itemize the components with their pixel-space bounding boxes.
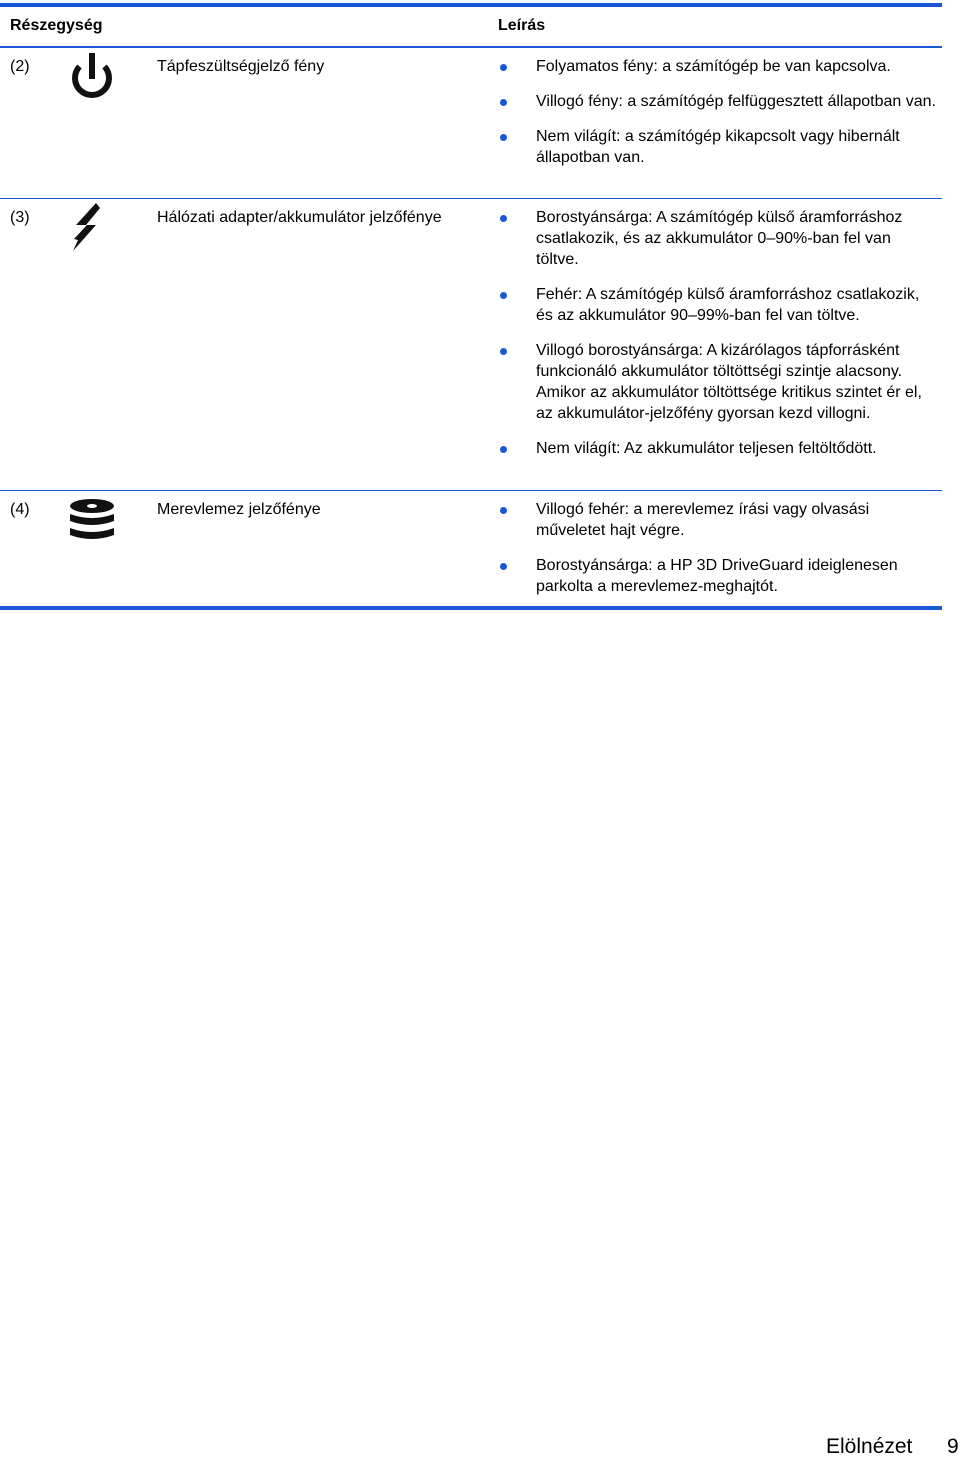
list-item-text: Nem világít: a számítógép kikapcsolt vagy hibernált állapotban van. bbox=[536, 128, 900, 166]
description-list bbox=[496, 499, 936, 611]
list-item-text: Fehér: A számítógép külső áramforráshoz csatlakozik, és az akkumulátor 90–99%-ban fel van töltve. bbox=[536, 286, 920, 324]
bullet-icon bbox=[500, 215, 507, 222]
row-divider bbox=[0, 490, 942, 491]
table-top-rule bbox=[0, 3, 942, 7]
hard-drive-icon bbox=[62, 491, 122, 551]
list-item bbox=[496, 207, 936, 270]
list-item-text: Borostyánsárga: A számítógép külső áramforráshoz csatlakozik, és az akkumulátor 0–90%-ban fel van töltve. bbox=[536, 209, 903, 268]
list-item bbox=[496, 56, 936, 77]
list-item-text: Nem világít: Az akkumulátor teljesen feltöltődött. bbox=[536, 440, 877, 457]
list-item-text: Villogó fény: a számítógép felfüggesztett állapotban van. bbox=[536, 93, 936, 110]
description-list bbox=[496, 207, 936, 473]
ac-adapter-battery-icon bbox=[62, 199, 122, 259]
row-number: (3) bbox=[10, 209, 30, 226]
power-icon bbox=[62, 48, 122, 108]
component-name: Hálózati adapter/akkumulátor jelzőfénye bbox=[157, 209, 442, 226]
description-list bbox=[496, 56, 936, 182]
row-divider bbox=[0, 198, 942, 199]
header-component: Részegység bbox=[10, 17, 103, 34]
table-bottom-rule bbox=[0, 606, 942, 610]
list-item-text: Villogó fehér: a merevlemez írási vagy olvasási műveletet hajt végre. bbox=[536, 501, 870, 539]
list-item-text: Borostyánsárga: a HP 3D DriveGuard ideiglenesen parkolta a merevlemez-meghajtót. bbox=[536, 557, 898, 595]
bullet-icon bbox=[500, 64, 507, 71]
component-name: Tápfeszültségjelző fény bbox=[157, 58, 325, 75]
bullet-icon bbox=[500, 348, 507, 355]
bullet-icon bbox=[500, 446, 507, 453]
list-item bbox=[496, 438, 936, 459]
list-item bbox=[496, 340, 936, 424]
list-item bbox=[496, 126, 936, 168]
page-number: 9 bbox=[947, 1435, 959, 1458]
header-description: Leírás bbox=[498, 17, 546, 34]
row-number: (4) bbox=[10, 501, 30, 518]
bullet-icon bbox=[500, 563, 507, 570]
list-item bbox=[496, 555, 936, 597]
bullet-icon bbox=[500, 99, 507, 106]
list-item-text: Villogó borostyánsárga: A kizárólagos tápforrásként funkcionáló akkumulátor töltöttségi szintje alacsony. Amikor az akkumulátor töltöttsége kritikus szintet ér el, az akkumulátor-jelzőfény gyorsan kezd villogni. bbox=[536, 342, 922, 422]
bullet-icon bbox=[500, 134, 507, 141]
bullet-icon bbox=[500, 292, 507, 299]
footer-section-title: Elölnézet bbox=[826, 1435, 913, 1458]
component-name: Merevlemez jelzőfénye bbox=[157, 501, 321, 518]
header-rule bbox=[0, 46, 942, 48]
list-item bbox=[496, 499, 936, 541]
bullet-icon bbox=[500, 507, 507, 514]
list-item bbox=[496, 91, 936, 112]
row-number: (2) bbox=[10, 58, 30, 75]
list-item bbox=[496, 284, 936, 326]
list-item-text: Folyamatos fény: a számítógép be van kapcsolva. bbox=[536, 58, 891, 75]
